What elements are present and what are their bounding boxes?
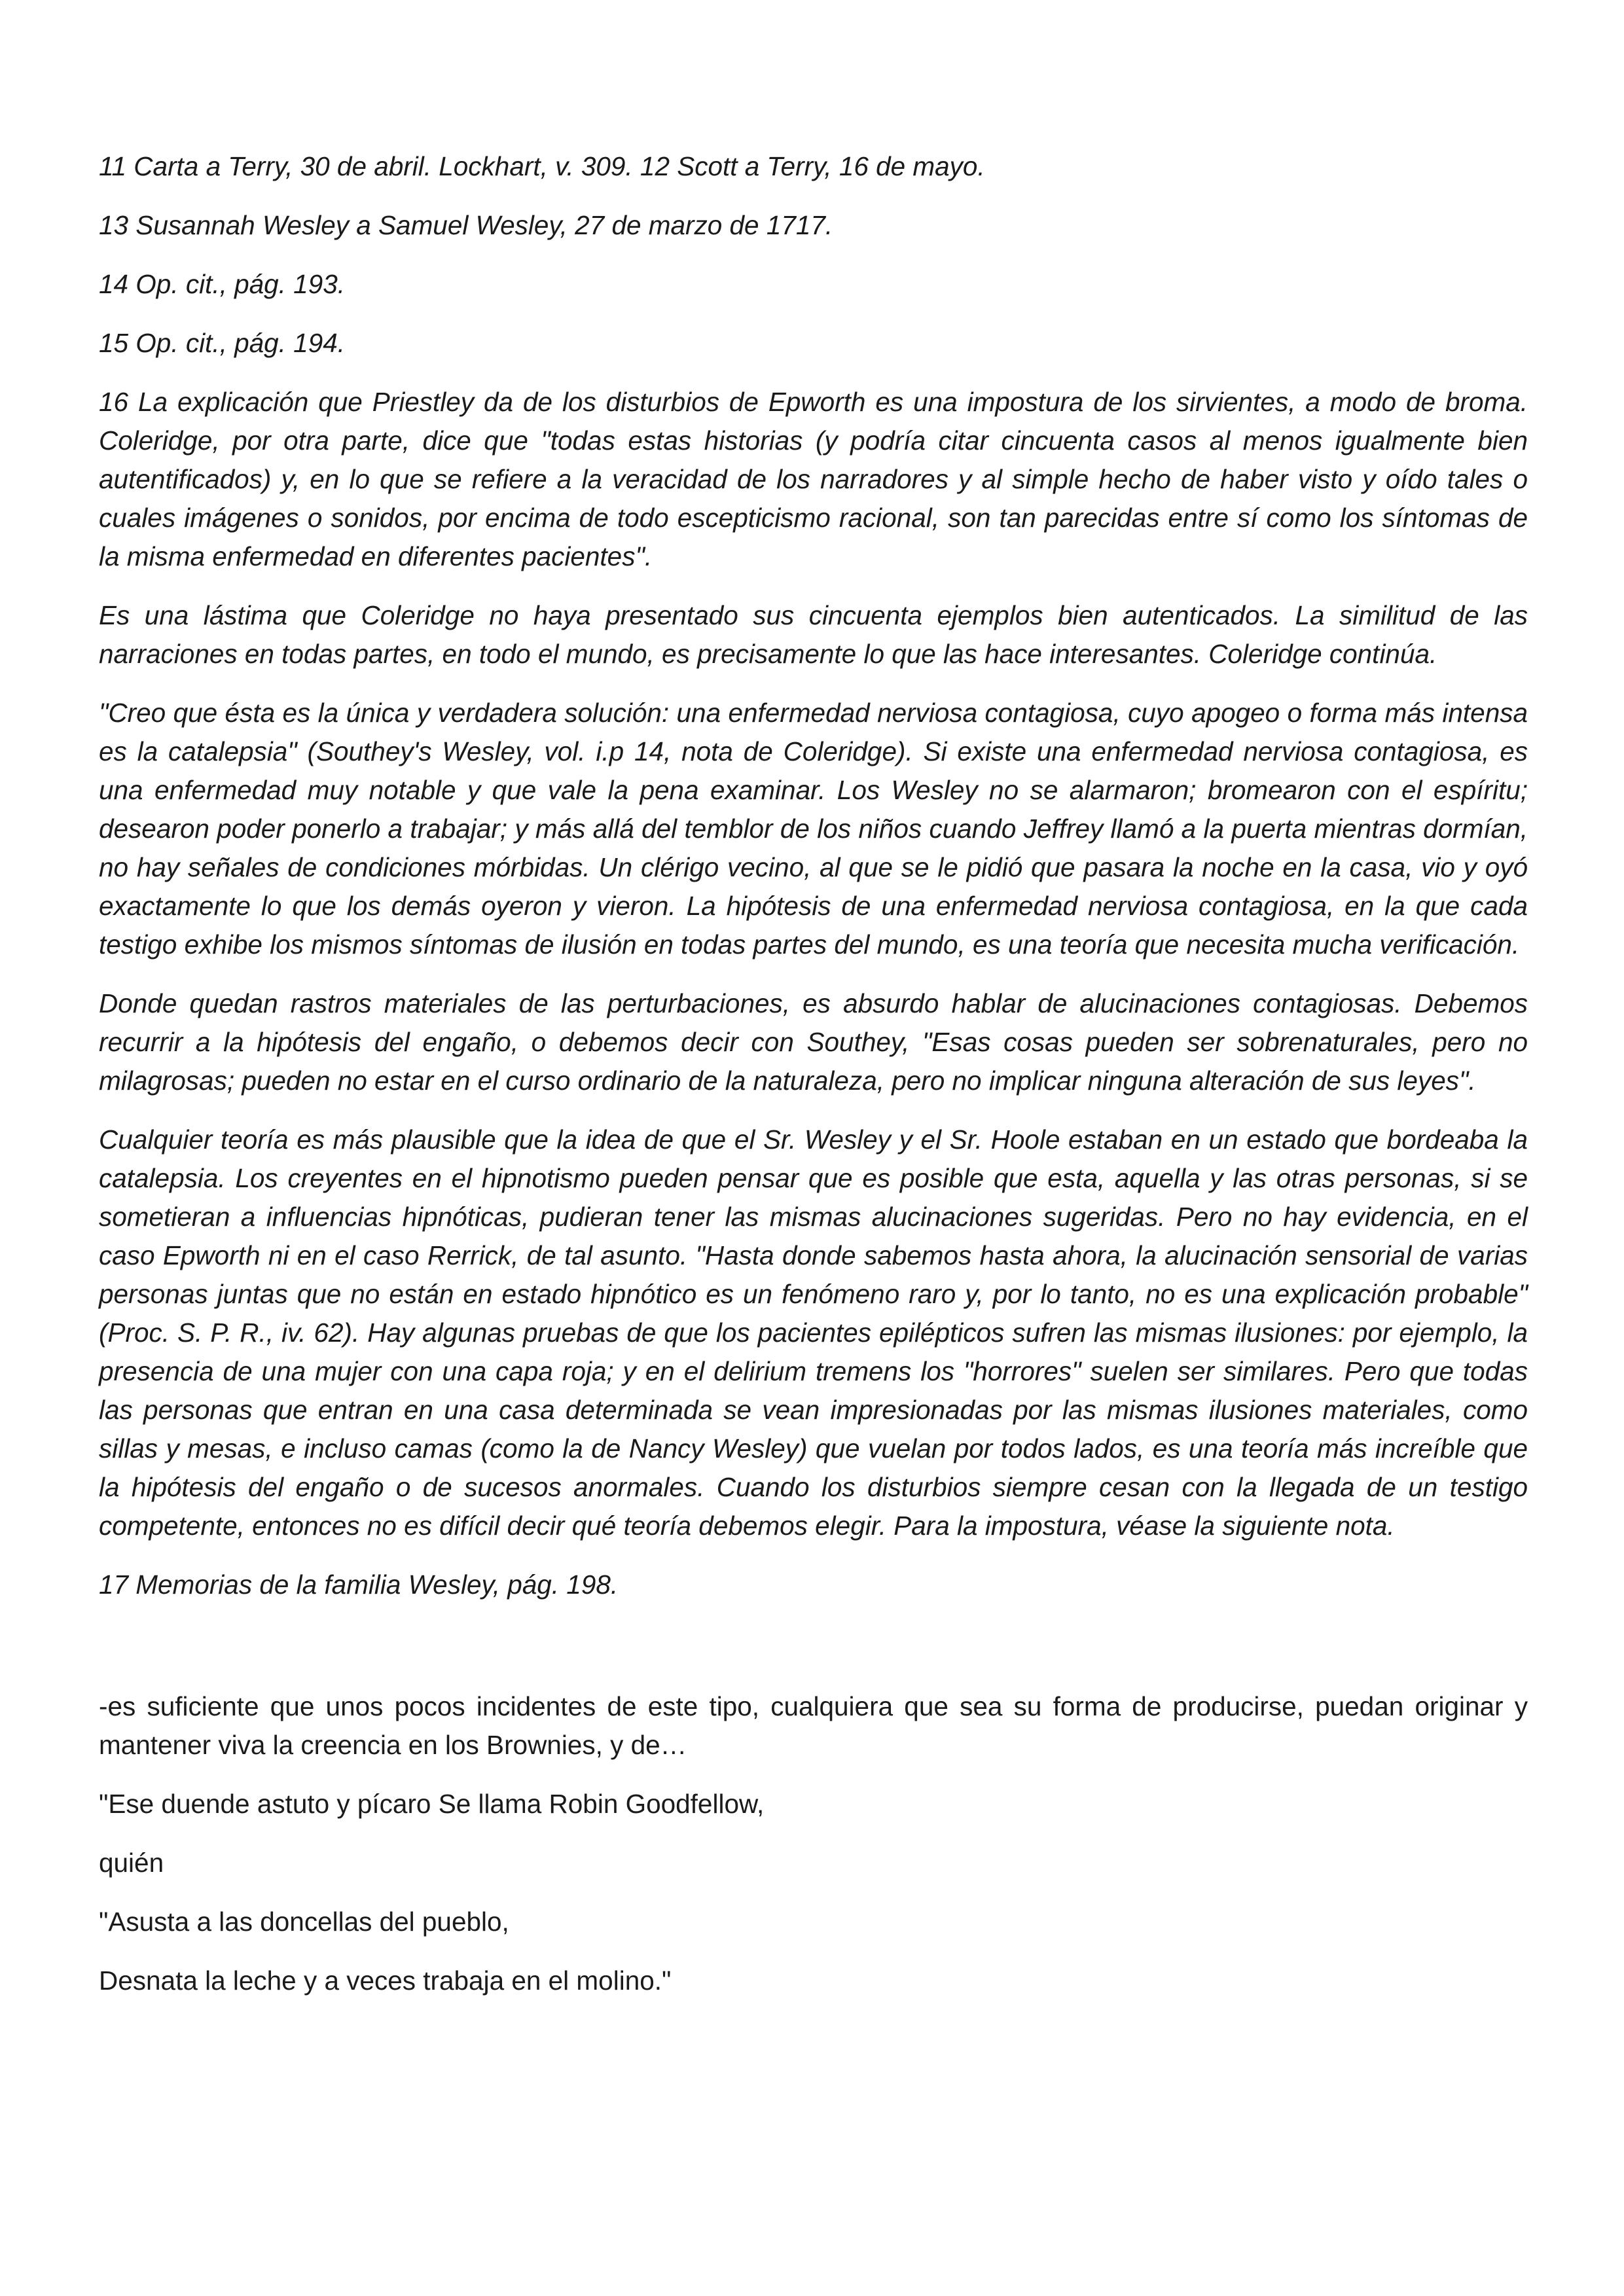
- verse-line-3: Desnata la leche y a veces trabaja en el molino.": [99, 1965, 672, 1996]
- body-paragraph: -es suficiente que unos pocos incidentes de este tipo, cualquiera que sea su forma de producirse, puedan originar y mantener viva la creencia en los Brownies, y de…: [99, 1691, 1528, 1760]
- endnotes-section: [99, 147, 1528, 1604]
- section-spacer: [99, 1624, 1528, 1687]
- note-15: 15 Op. cit., pág. 194.: [99, 328, 345, 358]
- document-page: [99, 147, 1528, 2020]
- note-13: 13 Susannah Wesley a Samuel Wesley, 27 de marzo de 1717.: [99, 210, 833, 240]
- main-text-section: [99, 1687, 1528, 2000]
- note-14: 14 Op. cit., pág. 193.: [99, 269, 345, 299]
- note-16-paragraph-4: Donde quedan rastros materiales de las perturbaciones, es absurdo hablar de alucinaciones contagiosas. Debemos recurrir a la hipótesis del engaño, o debemos decir con Southey, "Esas cosas pueden ser sobrenaturales, pero no milagrosas; pueden no estar en el curso ordinario de la naturaleza, pero no implicar ninguna alteración de sus leyes".: [99, 988, 1528, 1096]
- verse-line-1: "Ese duende astuto y pícaro Se llama Robin Goodfellow,: [99, 1789, 765, 1819]
- note-17: 17 Memorias de la familia Wesley, pág. 198.: [99, 1570, 619, 1600]
- note-16-paragraph-2: Es una lástima que Coleridge no haya presentado sus cincuenta ejemplos bien autenticados. La similitud de las narraciones en todas partes, en todo el mundo, es precisamente lo que las hace interesantes. Coleridge continúa.: [99, 600, 1528, 669]
- body-connector: quién: [99, 1848, 164, 1878]
- note-16-paragraph-5: Cualquier teoría es más plausible que la idea de que el Sr. Wesley y el Sr. Hoole estaban en un estado que bordeaba la catalepsia. Los creyentes en el hipnotismo pueden pensar que es posible que esta, aquella y las otras personas, si se sometieran a influencias hipnóticas, pudieran tener las mismas alucinaciones sugeridas. Pero no hay evidencia, en el caso Epworth ni en el caso Rerrick, de tal asunto. "Hasta donde sabemos hasta ahora, la alucinación sensorial de varias personas juntas que no están en estado hipnótico es un fenómeno raro y, por lo tanto, no es una explicación probable" (Proc. S. P. R., iv. 62). Hay algunas pruebas de que los pacientes epilépticos sufren las mismas ilusiones: por ejemplo, la presencia de una mujer con una capa roja; y en el delirium tremens los "horrores" suelen ser similares. Pero que todas las personas que entran en una casa determinada se vean impresionadas por las mismas ilusiones materiales, como sillas y mesas, e incluso camas (como la de Nancy Wesley) que vuelan por todos lados, es una teoría más increíble que la hipótesis del engaño o de sucesos anormales. Cuando los disturbios siempre cesan con la llegada de un testigo competente, entonces no es difícil decir qué teoría debemos elegir. Para la impostura, véase la siguiente nota.: [99, 1124, 1528, 1541]
- note-16: 16 La explicación que Priestley da de los disturbios de Epworth es una impostura de los sirvientes, a modo de broma. Coleridge, por otra parte, dice que "todas estas historias (y podría citar cincuenta casos al menos igualmente bien autentificados) y, en lo que se refiere a la veracidad de los narradores y al simple hecho de haber visto y oído tales o cuales imágenes o sonidos, por encima de todo escepticismo racional, son tan parecidas entre sí como los síntomas de la misma enfermedad en diferentes pacientes".: [99, 387, 1528, 571]
- note-11: 11 Carta a Terry, 30 de abril. Lockhart, v. 309. 12 Scott a Terry, 16 de mayo.: [99, 151, 985, 181]
- note-16-paragraph-3: "Creo que ésta es la única y verdadera solución: una enfermedad nerviosa contagiosa, cuyo apogeo o forma más intensa es la catalepsia" (Southey's Wesley, vol. i.p 14, nota de Coleridge). Si existe una enfermedad nerviosa contagiosa, es una enfermedad muy notable y que vale la pena examinar. Los Wesley no se alarmaron; bromearon con el espíritu; desearon poder ponerlo a trabajar; y más allá del temblor de los niños cuando Jeffrey llamó a la puerta mientras dormían, no hay señales de condiciones mórbidas. Un clérigo vecino, al que se le pidió que pasara la noche en la casa, vio y oyó exactamente lo que los demás oyeron y vieron. La hipótesis de una enfermedad nerviosa contagiosa, en la que cada testigo exhibe los mismos síntomas de ilusión en todas partes del mundo, es una teoría que necesita mucha verificación.: [99, 698, 1528, 960]
- verse-line-2: "Asusta a las doncellas del pueblo,: [99, 1907, 509, 1937]
